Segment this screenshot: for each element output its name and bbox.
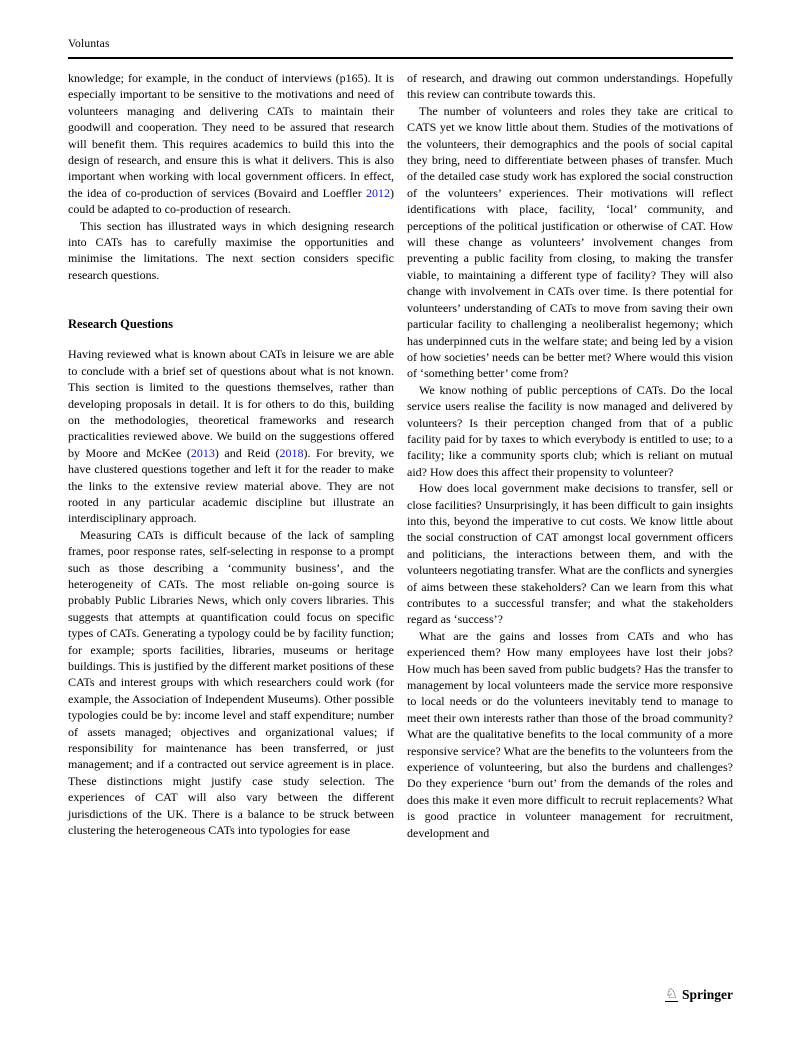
citation-link[interactable]: 2012 <box>366 185 390 200</box>
paragraph: The number of volunteers and roles they take are critical to CATS yet we know little about them. Studies of the motivations of the volunteers, their demographics and the pools of social capital they bring, need to differentiate between phases of transfer. Much of the detailed case study work has explored the social construction of the volunteers’ experiences. Their motivations will reflect identifications with place, facility, ‘local’ community, and perceptions of the political justification or otherwise of CAT. How will these change as volunteers’ involvement changes from preventing a public facility from closing, to making the transfer viable, to maintaining a different type of facility? They will also change with involvement in CATs over time. Is there potential for volunteers’ understanding of CATs to move from saving their own particular facility to challenging a neoliberalist hegemony; which has underpinned cuts in the welfare state; and being led by a vision of how societies’ needs can be better met? Where would this vision of ‘something better’ come from? <box>407 103 733 381</box>
paragraph: How does local government make decisions to transfer, sell or close facilities? Unsurprisingly, it has been difficult to gain insights into this, beyond the imperative to cut costs. We know little about the social construction of CAT amongst local government officers and politicians, the interactions between them, and with the volunteers negotiating transfer. What are the conflicts and synergies of aims between these stakeholders? Can we learn from this what contributes to a successful transfer; and what the stakeholders regard as ‘success’? <box>407 481 733 627</box>
publisher-name-label: Springer <box>681 987 733 1002</box>
citation-link[interactable]: 2013 <box>190 445 215 460</box>
text-column-right <box>407 70 733 841</box>
text-column-left <box>68 70 394 841</box>
section-heading: Research Questions <box>68 317 173 332</box>
article-body <box>68 70 733 841</box>
springer-knight-icon: ♘ <box>665 986 678 1002</box>
paragraph: Having reviewed what is known about CATs in leisure we are able to conclude with a brief set of questions about what is not known. This section is limited to the questions themselves, rather than developing proposals in detail. It is for others to do this, building on the methodologies, theoretical frameworks and research practicalities reviewed above. We build on the suggestions offered by Moore and McKee (2013) and Reid (2018). For brevity, we have clustered questions together and left it for the reader to make the links to the extensive review material above. They are not rooted in any particular academic discipline but illustrate an interdisciplinary approach. <box>68 347 395 526</box>
paragraph: What are the gains and losses from CATs and who has experienced them? How many employees have lost their jobs? How much has been saved from public budgets? Has the transfer to management by local volunteers made the service more responsive to local needs or do the volunteers inevitably tend to manage to meet their own interests rather than those of the broad community? What are the qualitative benefits to the local community of a more responsive service? What are the benefits to the volunteers from the experience of volunteering, but also the burdens and challenges? Do they experience ‘burn out’ from the demands of the roles and does this make it even more difficult to recruit replacements? What is good practice in volunteer management for recruitment, development and <box>407 628 733 840</box>
paragraph: knowledge; for example, in the conduct of interviews (p165). It is especially important to be sensitive to the motivations and need of volunteers managing and delivering CATs to maintain their goodwill and cooperation. They need to be assured that research will benefit them. This requires academics to build this into the design of research, and ensure this is what it delivers. This is also important when working with local government officers. In effect, the idea of co-production of services (Bovaird and Loeffler 2012) could be adapted to co-production of research. <box>68 71 394 217</box>
paragraph: Measuring CATs is difficult because of the lack of sampling frames, poor response rates, self-selecting in response to a prompt such as those describing a ‘community business’, and the heterogeneity of CATs. The most reliable on-going source is probably Public Libraries News, which only covers libraries. This suggests that attempts at quantification could focus on specific types of CATs. Generating a typology could be by facility function; for example; sports facilities, libraries, museums or heritage buildings. This is justified by the different market positions of these CATs and interest groups with which researchers could work (for example, the Association of Independent Museums). Other possible typologies could be by: income level and staff expenditure; number of assets managed; objectives and organizational values; if responsibility for maintenance has been transferred, or just management; and if a contracted out service agreement is in place. These distinctions might justify case study selection. The experiences of CAT will also vary between the different jurisdictions of the UK. There is a balance to be struck between clustering the heterogeneous CATs into typologies for ease <box>68 527 394 838</box>
running-head-journal-title: Voluntas <box>68 38 110 50</box>
publisher-logo <box>665 986 733 1002</box>
paragraph: of research, and drawing out common understandings. Hopefully this review can contribute towards this. <box>407 71 733 102</box>
citation-link[interactable]: 2018 <box>279 445 304 460</box>
header-divider-rule <box>68 57 733 59</box>
paragraph: This section has illustrated ways in which designing research into CATs has to carefully maximise the opportunities and minimise the limitations. The next section considers specific research questions. <box>68 218 394 282</box>
paragraph: We know nothing of public perceptions of CATs. Do the local service users realise the facility is now managed and delivered by volunteers? Is their perception changed from that of a public facility paid for by taxes to which everybody is entitled to use; to a facility; like a community sports club; which is reliant on mutual aid? How does this affect their propensity to volunteer? <box>407 382 733 479</box>
